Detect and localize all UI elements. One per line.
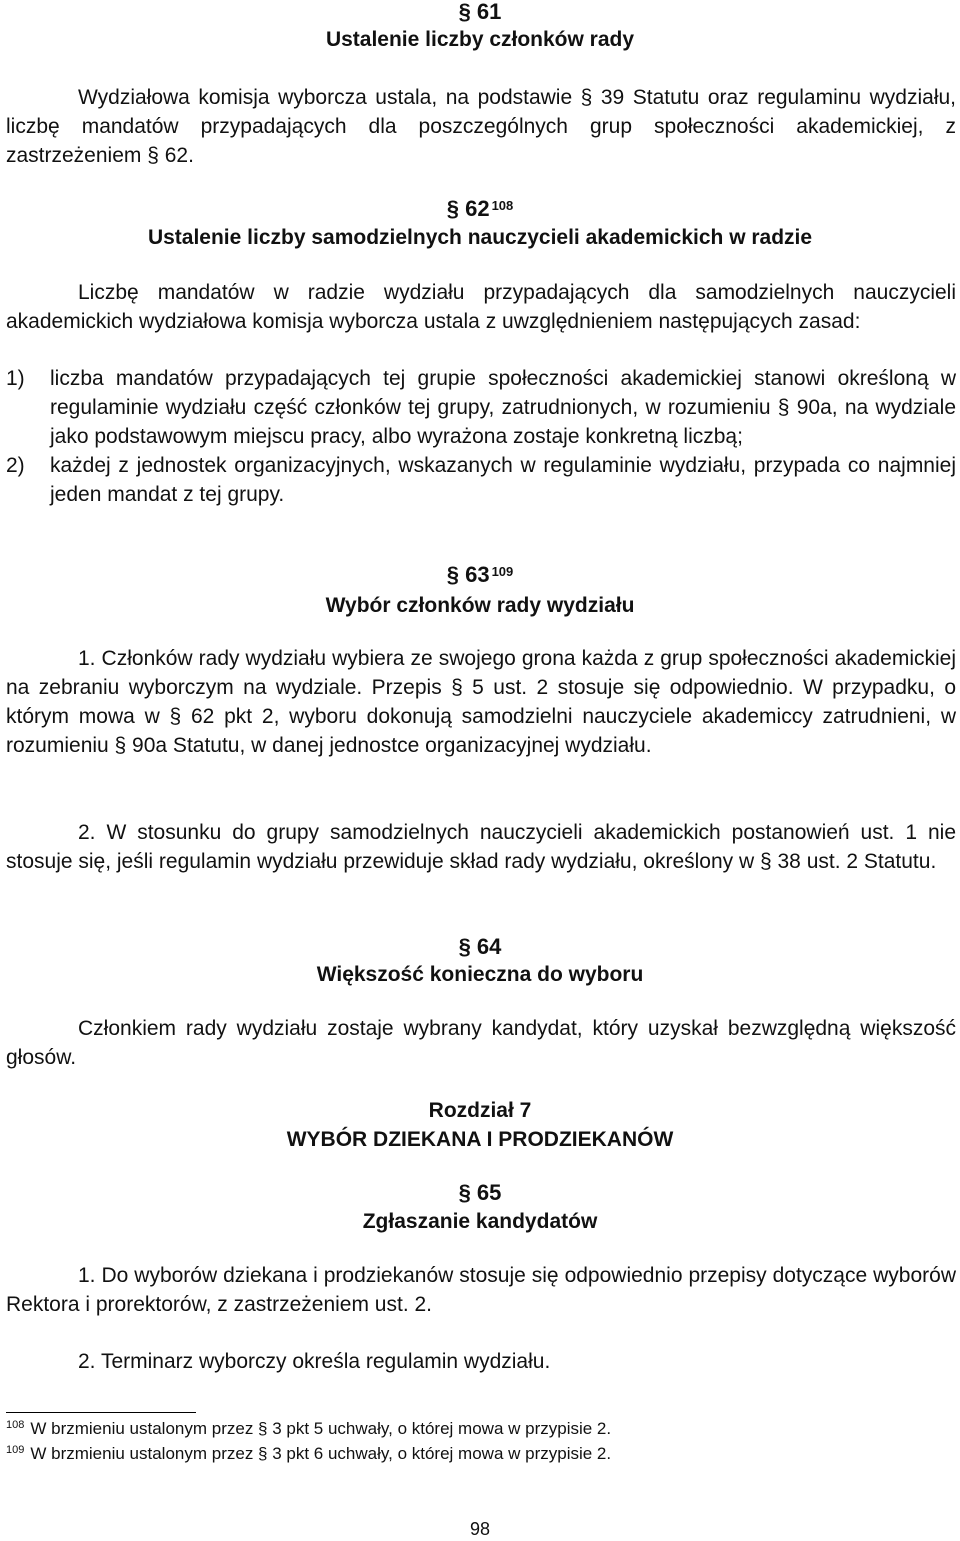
page-number: 98: [469, 1519, 491, 1539]
section-62-number-text: § 62: [446, 196, 490, 221]
section-65-title: Zgłaszanie kandydatów: [362, 1210, 598, 1233]
chapter-label: Rozdział 7: [428, 1099, 532, 1122]
list-item: [6, 451, 956, 509]
section-63-number: [0, 560, 960, 592]
section-63-paragraph-1: 1. Członków rady wydziału wybiera ze swojego grona każda z grup społeczności akademickiej na zebraniu wyborczym na wydziale. Przepis § 5 ust. 2 stosuje się odpowiednio. W przypadku, o którym mowa w § 62 pkt 2, wyboru dokonują samodzielni nauczyciele akademiccy zatrudnieni, w rozumieniu § 90a Statutu, w danej jednostce organizacyjnej wydziału.: [6, 647, 956, 757]
section-61-title: Ustalenie liczby członków rady: [325, 28, 635, 51]
section-62-title: Ustalenie liczby samodzielnych nauczycieli akademickich w radzie: [147, 226, 813, 249]
list-item: [6, 364, 956, 451]
footnote-text: W brzmieniu ustalonym przez § 3 pkt 5 uchwały, o której mowa w przypisie 2.: [30, 1419, 612, 1438]
section-61-body: Wydziałowa komisja wyborcza ustala, na podstawie § 39 Statutu oraz regulaminu wydziału, liczbę mandatów przypadających dla poszczególnych grup społeczności akademickiej, z zastrzeżeniem § 62.: [6, 86, 956, 167]
list-item-number: 2): [6, 454, 25, 477]
section-62-intro: Liczbę mandatów w radzie wydziału przypadających dla samodzielnych nauczycieli akademickich wydziałowa komisja wyborcza ustala z uwzględnieniem następujących zasad:: [6, 281, 956, 333]
section-61-number: § 61: [458, 0, 502, 24]
section-63-number-text: § 63: [446, 562, 490, 587]
section-65-paragraph-1: 1. Do wyborów dziekana i prodziekanów stosuje się odpowiednio przepisy dotyczące wyborów Rektora i prorektorów, z zastrzeżeniem ust. 2.: [6, 1264, 956, 1316]
section-63-title: Wybór członków rady wydziału: [325, 594, 635, 617]
footnote-number: 108: [6, 1419, 25, 1431]
section-64-body: Członkiem rady wydziału zostaje wybrany kandydat, który uzyskał bezwzględną większość głosów.: [6, 1017, 956, 1069]
footnote-ref-109: 109: [491, 564, 514, 579]
footnote-109: [6, 1443, 611, 1467]
footnote-text: W brzmieniu ustalonym przez § 3 pkt 6 uchwały, o której mowa w przypisie 2.: [30, 1444, 612, 1463]
footnote-number: 109: [6, 1444, 25, 1456]
list-item-text: każdej z jednostek organizacyjnych, wskazanych w regulaminie wydziału, przypada co najmniej jeden mandat z tej grupy.: [50, 454, 956, 506]
list-item-number: 1): [6, 367, 25, 390]
section-64-number: § 64: [458, 934, 502, 959]
section-62-list: [6, 364, 956, 509]
chapter-title: WYBÓR DZIEKANA I PRODZIEKANÓW: [286, 1128, 674, 1151]
footnote-ref-108: 108: [491, 198, 514, 213]
section-64-title: Większość konieczna do wyboru: [316, 963, 644, 986]
section-62-number: [0, 194, 960, 226]
footnote-separator: [6, 1412, 196, 1413]
footnote-108: [6, 1418, 611, 1442]
section-65-paragraph-2: 2. Terminarz wyborczy określa regulamin wydziału.: [78, 1350, 551, 1373]
section-63-paragraph-2: 2. W stosunku do grupy samodzielnych nauczycieli akademickich postanowień ust. 1 nie stosuje się, jeśli regulamin wydziału przewiduje skład rady wydziału, określony w § 38 ust. 2 Statutu.: [6, 821, 956, 873]
section-65-number: § 65: [458, 1180, 502, 1205]
list-item-text: liczba mandatów przypadających tej grupie społeczności akademickiej stanowi określoną w regulaminie wydziału część członków tej grupy, zatrudnionych, w rozumieniu § 90a, na wydziale jako podstawowym miejscu pracy, albo wyrażona zostaje konkretną liczbą;: [50, 367, 956, 448]
